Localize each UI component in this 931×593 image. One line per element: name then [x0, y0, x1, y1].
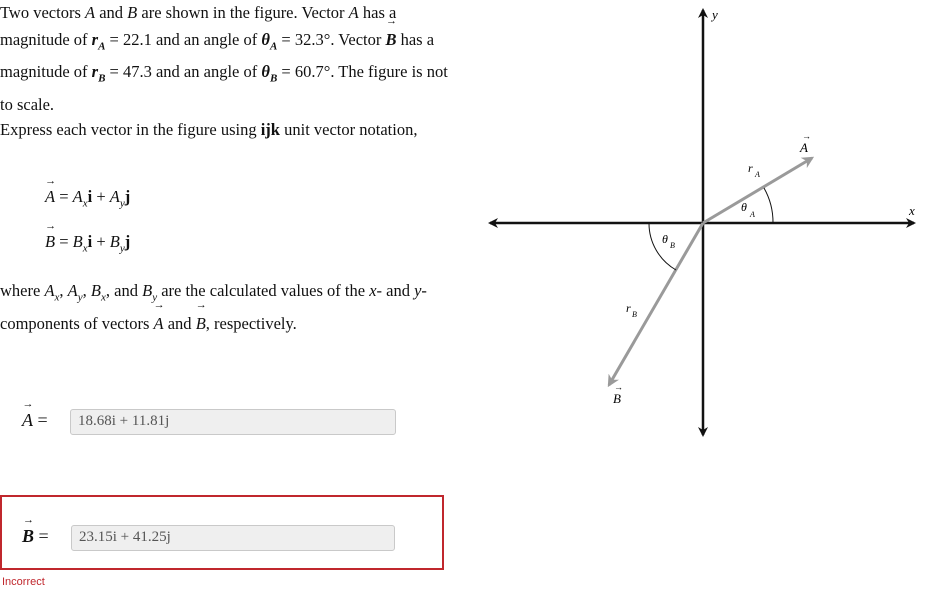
text: and an angle of: [151, 29, 262, 49]
by-symbol: B: [109, 232, 120, 251]
r-b-sub: B: [632, 310, 637, 319]
vector-a-label: A: [800, 140, 808, 155]
r-symbol: r: [91, 29, 99, 49]
x-axis-label: x: [909, 203, 915, 218]
r-a-label: r: [748, 161, 753, 175]
magnitude-a: 22.1: [122, 29, 152, 49]
subscript: B: [269, 72, 278, 85]
vector-b-symbol: → B: [127, 0, 137, 27]
ax-symbol: A: [44, 281, 55, 300]
vector-figure: [480, 0, 931, 593]
text: =: [277, 29, 295, 49]
vector-a-symbol: → A: [85, 0, 95, 27]
vector-a-symbol: → A: [349, 0, 359, 27]
subscript: A: [269, 39, 278, 52]
ay-symbol: A: [67, 281, 78, 300]
ax-symbol: A: [72, 187, 83, 206]
equals: =: [34, 526, 49, 546]
theta-symbol: θ: [261, 29, 270, 49]
text: =: [105, 29, 123, 49]
answer-a-label: [22, 410, 48, 431]
x-term: x: [369, 281, 377, 300]
equation-b: [45, 232, 130, 254]
y-axis-label: y: [712, 7, 718, 22]
text: has a magnitude of: [0, 29, 435, 82]
i-unit: i: [87, 232, 93, 251]
text: unit vector notation,: [279, 120, 418, 139]
text: Express each vector in the figure using: [0, 120, 261, 139]
subscript: x: [101, 291, 106, 304]
plus: +: [92, 187, 110, 206]
theta-symbol: θ: [261, 62, 270, 82]
vector-a-symbol: → A: [154, 311, 164, 338]
problem-statement: [0, 0, 450, 119]
ay-symbol: A: [109, 187, 120, 206]
question-text: [0, 117, 450, 144]
text: are shown in the figure. Vector: [137, 3, 349, 22]
text: , respectively.: [205, 313, 297, 333]
bx-symbol: B: [90, 281, 101, 300]
i-unit: i: [87, 187, 93, 206]
vector-b-arrow: [609, 223, 703, 385]
j-unit: j: [124, 232, 131, 251]
text: ,: [82, 281, 91, 300]
subscript: x: [82, 197, 88, 210]
text: where: [0, 281, 45, 300]
text: has a magnitude of: [0, 3, 397, 49]
angle-b: 60.7°: [294, 62, 331, 82]
vector-a-arrow: [703, 158, 812, 223]
vector-a-symbol: → A: [45, 187, 55, 207]
subscript: A: [98, 39, 106, 52]
subscript: y: [119, 242, 125, 255]
text: -components of vectors: [0, 281, 427, 333]
equals: =: [55, 187, 73, 206]
text: are the calculated values of the: [157, 281, 370, 300]
plus: +: [92, 232, 110, 251]
text: and an angle of: [151, 62, 262, 82]
theta-a-sub: A: [750, 210, 755, 219]
theta-b-label: θ: [662, 232, 668, 246]
vector-b-symbol: → B: [22, 526, 34, 547]
text: , and: [105, 281, 143, 300]
theta-a-label: θ: [741, 200, 747, 214]
subscript: y: [119, 197, 125, 210]
magnitude-b: 47.3: [122, 62, 152, 82]
ijk-term: ijk: [260, 120, 280, 139]
subscript: y: [152, 291, 158, 304]
r-symbol: r: [91, 62, 99, 82]
incorrect-status: Incorrect: [2, 576, 45, 588]
equation-a: [45, 187, 130, 209]
text: - and: [376, 281, 415, 300]
answer-a-field[interactable]: 18.68i + 11.81j: [70, 409, 396, 435]
vector-b-symbol: → B: [45, 232, 55, 252]
angle-a: 32.3°: [294, 29, 331, 49]
vector-a-label-arrow: →: [802, 131, 811, 141]
text: . The figure is not to scale.: [0, 62, 448, 115]
equals: =: [55, 232, 73, 251]
j-unit: j: [124, 187, 131, 206]
subscript: x: [54, 291, 60, 304]
answer-b-field[interactable]: 23.15i + 41.25j: [71, 525, 395, 551]
text: Two vectors: [0, 3, 85, 22]
r-a-sub: A: [755, 170, 760, 179]
answer-b-label: [22, 526, 49, 547]
theta-b-sub: B: [670, 241, 675, 250]
text: ,: [59, 281, 68, 300]
equals: =: [33, 410, 48, 430]
by-symbol: B: [142, 281, 153, 300]
y-term: y: [414, 281, 422, 300]
bx-symbol: B: [72, 232, 83, 251]
text: and: [163, 313, 196, 333]
text: . Vector: [330, 29, 386, 49]
r-b-label: r: [626, 301, 631, 315]
vector-b-label-arrow: →: [614, 382, 623, 392]
vector-b-label: B: [613, 391, 621, 406]
vector-b-symbol: → B: [196, 311, 206, 338]
vector-a-symbol: → A: [22, 410, 33, 431]
subscript: B: [98, 72, 106, 85]
text: and: [95, 3, 128, 22]
vector-b-symbol: → B: [385, 27, 396, 54]
theta-a-arc: [764, 188, 773, 223]
where-text: [0, 278, 450, 337]
text: =: [277, 62, 295, 82]
subscript: x: [82, 242, 88, 255]
subscript: y: [77, 291, 83, 304]
text: =: [105, 62, 123, 82]
